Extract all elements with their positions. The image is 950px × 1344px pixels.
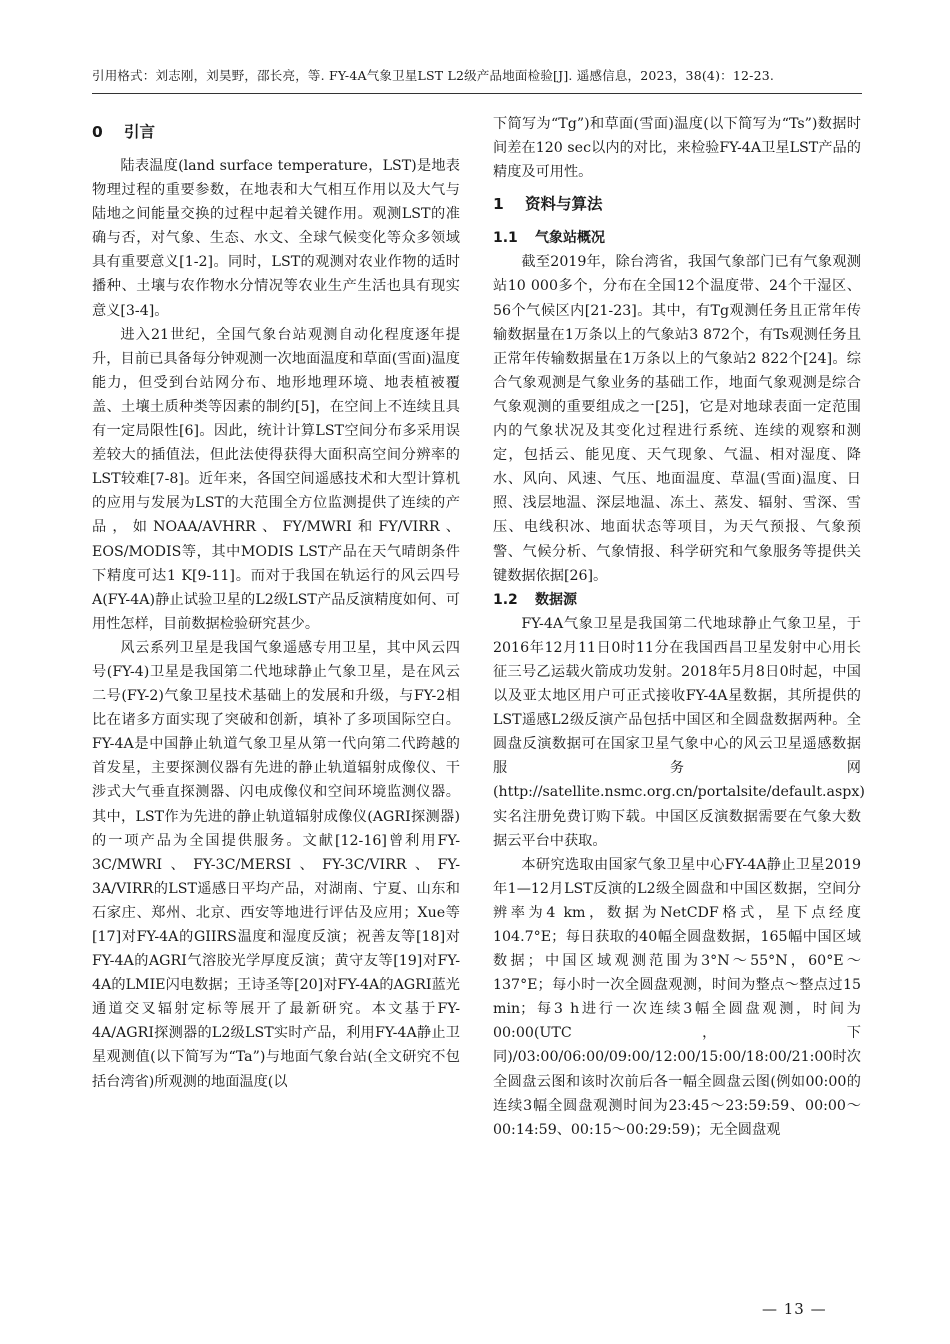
subsection-1-2-heading — [493, 588, 861, 612]
stations-paragraph: 截至2019年，除台湾省，我国气象部门已有气象观测站10 000多个，分布在全国12个温度带、24个干湿区、56个气候区内[21-23]。其中，有Tg观测任务且正常年传输数据量在1万条以上的气象站3 872个，有Ts观测任务且正常年传输数据量在1万条以上的气象站2 822个[24]。综合气象观测是气象业务的基础工作，地面气象观测是综合气象观测的重要组成之一[25]，它是对地球表面一定范围内的气象状况及其变化过程进行系统、连续的观察和测定，包括云、能见度、天气现象、气温、相对湿度、降水、风向、风速、气压、地面温度、草温(雪面)温度、日照、浅层地温、深层地温、冻土、蒸发、辐射、雪深、雪压、电线积冰、地面状态等项目，为天气预报、气象预警、气候分析、气象情报、科学研究和气象服务等提供关键数据依据[26]。 — [493, 254, 861, 584]
subsection-number: 1.2 — [493, 591, 518, 608]
intro-paragraph-3: 风云系列卫星是我国气象遥感专用卫星，其中风云四号(FY-4)卫星是我国第二代地球静止气象卫星，是在风云二号(FY-2)气象卫星技术基础上的发展和升级，与FY-2相比在诸多方面实现了突破和创新，填补了多项国际空白。FY-4A是中国静止轨道气象卫星从第一代向第二代跨越的首发星，主要探测仪器有先进的静止轨道辐射成像仪、干涉式大气垂直探测器、闪电成像仪和空间环境监测仪器。其中，LST作为先进的静止轨道辐射成像仪(AGRI探测器)的一项产品为全国提供服务。文献[12-16]曾利用FY-3C/MWRI、FY-3C/MERSI、FY-3C/VIRR、FY-3A/VIRR的LST遥感日平均产品，对湖南、宁夏、山东和石家庄、郑州、北京、西安等地进行评估及应用；Xue等[17]对FY-4A的GIIRS温度和湿度反演；祝善友等[18]对FY-4A的AGRI气溶胶光学厚度反演；黄守友等[19]对FY-4A的LMIE闪电数据；王诗圣等[20]对FY-4A的AGRI蓝光通道交叉辐射定标等展开了最新研究。本文基于FY-4A/AGRI探测器的L2级LST实时产品，利用FY-4A静止卫星观测值(以下简写为“Ta”)与地面气象台站(全文研究不包括台湾省)所观测的地面温度(以 — [92, 639, 460, 1090]
right-column — [493, 112, 865, 1142]
section-title: 引言 — [124, 123, 156, 141]
subsection-1-1-heading — [493, 226, 861, 250]
datasource-paragraph-2: 本研究选取由国家气象卫星中心FY-4A静止卫星2019年1—12月LST反演的L2级全圆盘和中国区数据，空间分辨率为4 km，数据为NetCDF格式，星下点经度104.7°E；每日获取的40幅全圆盘数据，165幅中国区域数据；中国区域观测范围为3°N～55°N，60°E～137°E；每小时一次全圆盘观测，时间为整点～整点过15 min；每3 h进行一次连续3幅全圆盘观测，时间为00:00(UTC，下同)/03:00/06:00/09:00/12:00/15:00/18:00/21:00时次全圆盘云图和该时次前后各一幅全圆盘云图(例如00:00的连续3幅全圆盘观测时间为23:45～23:59:59、00:00～00:14:59、00:15～00:29:59)；无全圆盘观 — [493, 856, 861, 1138]
subsection-title: 气象站概况 — [535, 230, 605, 247]
section-number: 1 — [493, 195, 504, 214]
datasource-paragraph-1: FY-4A气象卫星是我国第二代地球静止气象卫星，于2016年12月11日0时11分在我国西昌卫星发射中心用长征三号乙运载火箭成功发射。2018年5月8日0时起，中国以及亚太地区用户可正式接收FY-4A星数据，其所提供的LST遥感L2级反演产品包括中国区和全圆盘数据两种。全圆盘反演数据可在国家卫星气象中心的风云卫星遥感数据服务网(http://satellite.nsmc.org.cn/portalsite/default.aspx)实名注册免费订购下载。中国区反演数据需要在气象大数据云平台中获取。 — [493, 615, 865, 849]
header-rule — [92, 93, 862, 94]
subsection-title: 数据源 — [535, 591, 577, 608]
section-number: 0 — [92, 123, 103, 141]
subsection-number: 1.1 — [493, 230, 518, 247]
page-number: — 13 — — [762, 1300, 827, 1318]
citation-header: 引用格式：刘志刚，刘昊野，邵长亮，等. FY-4A气象卫星LST L2级产品地面检验[J]. 遥感信息，2023，38(4)：12-23. — [92, 68, 775, 83]
intro-paragraph-2: 进入21世纪，全国气象台站观测自动化程度逐年提升，目前已具备每分钟观测一次地面温度和草面(雪面)温度能力，但受到台站网分布、地形地理环境、地表植被覆盖、土壤土质种类等因素的制约[5]，在空间上不连续且具有一定局限性[6]。因此，统计计算LST空间分布多采用误差较大的插值法，但此法使得获得大面积高空间分辨率的LST较难[7-8]。近年来，各国空间遥感技术和大型计算机的应用与发展为LST的大范围全方位监测提供了连续的产品，如NOAA/AVHRR、FY/MWRI和FY/VIRR、EOS/MODIS等，其中MODIS LST产品在天气晴朗条件下精度可达1 K[9-11]。而对于我国在轨运行的风云四号A(FY-4A)静止试验卫星的L2级LST产品反演精度如何、可用性怎样，目前数据检验研究甚少。 — [92, 326, 460, 632]
intro-paragraph-3-continued: 下简写为“Tg”)和草面(雪面)温度(以下简写为“Ts”)数据时间差在120 sec以内的对比，来检验FY-4A卫星LST产品的精度及可用性。 — [493, 116, 861, 181]
left-column — [92, 112, 460, 1094]
section-title: 资料与算法 — [525, 195, 603, 214]
intro-paragraph-1: 陆表温度(land surface temperature，LST)是地表物理过程的重要参数，在地表和大气相互作用以及大气与陆地之间能量交换的过程中起着关键作用。观测LST的准确与否，对气象、生态、水文、全球气候变化等众多领域具有重要意义[1-2]。同时，LST的观测对农业作物的适时播种、土壤与农作物水分情况等农业生产生活也具有现实意义[3-4]。 — [92, 158, 460, 319]
section-1-heading — [493, 184, 861, 226]
section-0-heading — [92, 112, 460, 154]
